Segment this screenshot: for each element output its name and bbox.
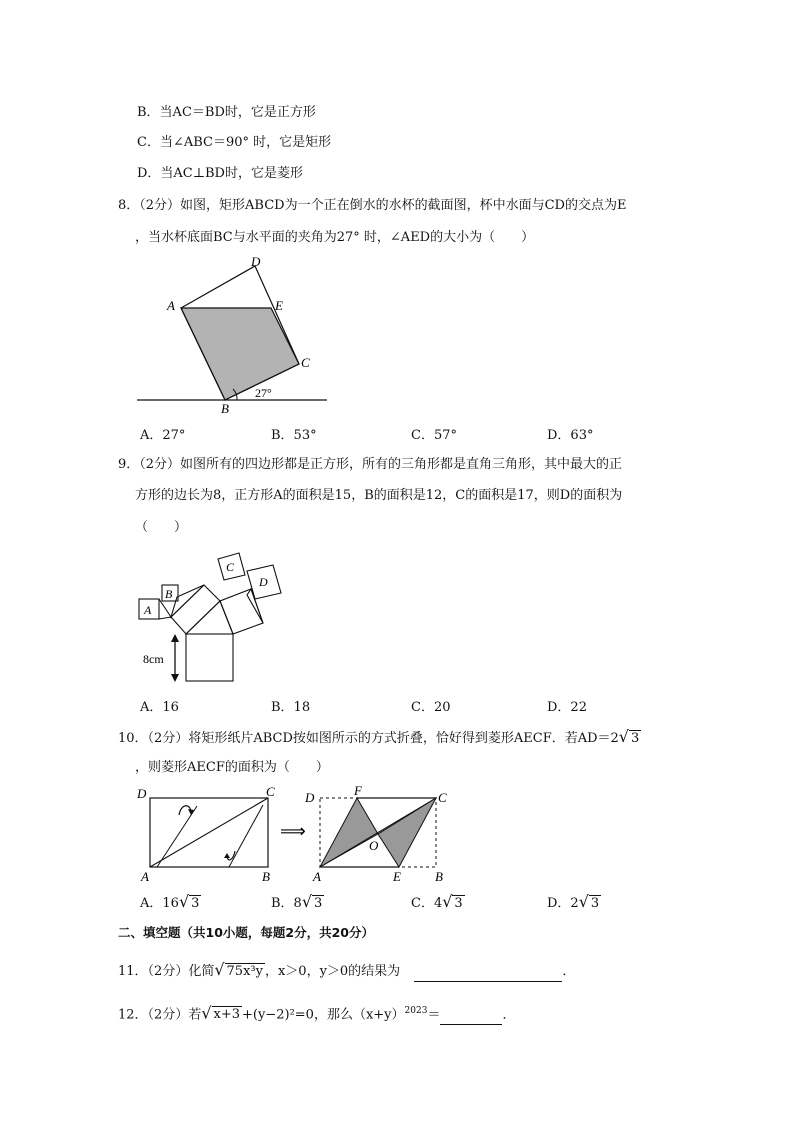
q10-left-diagonal (150, 798, 268, 867)
q10-right-label-a: A (313, 869, 321, 884)
q10-right-label-d: D (305, 790, 315, 805)
q8-stem-line1: 8．（2分）如图，矩形ABCD为一个正在倒水的水杯的截面图，杯中水面与CD的交点为E (118, 198, 627, 213)
q10-right-shaded-triangle-left (320, 798, 378, 867)
q10-left-label-c: C (266, 785, 275, 799)
q10-right-shaded-triangle-right (378, 798, 436, 867)
q10-right-label-e: E (393, 869, 401, 884)
q10-option-d: D．2√ 3 (547, 892, 600, 911)
q10-left-label-a: A (141, 869, 149, 884)
q7-option-d: D．当AC⊥BD时，它是菱形 (137, 166, 303, 181)
q12-answer-blank[interactable] (440, 1010, 502, 1025)
q8-option-a: A．27° (140, 428, 186, 443)
q9-option-a: A．16 (140, 700, 179, 715)
q9-figure (135, 545, 295, 690)
q11-stem: 11．（2分）化简√ 75x³y ，x＞0，y＞0的结果为 ． (118, 960, 575, 982)
q8-label-b: B (221, 401, 229, 416)
q11-radicand: 75x³y (226, 964, 263, 979)
q8-label-e: E (275, 298, 283, 313)
q9-stem-line2: 方形的边长为8，正方形A的面积是15，B的面积是12，C的面积是17，则D的面积为 (135, 488, 623, 503)
q9-label-c: C (226, 560, 235, 574)
q8-option-b: B．53° (271, 428, 317, 443)
q9-length-label: 8cm (143, 652, 164, 666)
q9-label-b: B (165, 587, 173, 601)
q8-label-d: D (251, 254, 261, 269)
q7-option-b: B．当AC＝BD时，它是正方形 (137, 105, 316, 120)
q10-right-label-o: O (369, 838, 379, 853)
q10-stem-radicand: 3 (631, 731, 640, 746)
q9-option-b: B．18 (271, 700, 311, 715)
section-2-title: 二、填空题（共10小题，每题2分，共20分） (118, 925, 374, 940)
q9-stem-line1: 9．（2分）如图所有的四边形都是正方形，所有的三角形都是直角三角形，其中最大的正 (118, 457, 623, 472)
q8-label-c: C (301, 355, 310, 370)
q12-radicand: x+3 (213, 1007, 241, 1023)
q8-stem-line2: ，当水杯底面BC与水平面的夹角为27° 时，∠AED的大小为（ ） (135, 230, 535, 245)
q11-answer-blank[interactable] (414, 967, 562, 982)
q9-label-d: D (259, 575, 268, 589)
q9-right-small-triangle (247, 589, 263, 623)
q10-right-label-b: B (435, 869, 443, 884)
q10-left-label-d: D (137, 786, 147, 801)
q10-option-a: A．16√ 3 (140, 892, 200, 911)
q9-label-a: A (144, 603, 152, 617)
q10-stem-text: 10．（2分）将矩形纸片ABCD按如图所示的方式折叠，恰好得到菱形AECF．若AD＝2 (118, 731, 619, 746)
q9-big-square (186, 634, 233, 681)
q9-option-c: C．20 (411, 700, 451, 715)
q10-stem-line2: ，则菱形AECF的面积为（ ） (135, 760, 329, 775)
q8-water-region (181, 308, 299, 400)
q8-figure (135, 252, 330, 417)
q9-stem-line3: （ ） (135, 520, 188, 535)
q10-stem-line1: 10．（2分）将矩形纸片ABCD按如图所示的方式折叠，恰好得到菱形AECF．若AD＝2√ 3 (118, 727, 640, 746)
q8-angle-label: 27° (255, 386, 272, 400)
q10-figure (135, 785, 455, 885)
q10-option-c: C．4√ 3 (411, 892, 463, 911)
q10-option-b: B．8√ 3 (271, 892, 323, 911)
q10-transform-arrow: ⟹ (280, 821, 306, 841)
q8-label-a: A (167, 298, 175, 313)
q7-option-c: C．当∠ABC＝90° 时，它是矩形 (137, 135, 332, 150)
q10-right-label-c: C (438, 790, 447, 805)
q8-option-c: C．57° (411, 428, 457, 443)
q10-left-label-b: B (262, 869, 270, 884)
q12-stem: 12．（2分）若√ x+3 +(y−2)²=0，那么$(x+y)^{2023}=$ ． (118, 1001, 515, 1025)
q8-option-d: D．63° (547, 428, 594, 443)
q10-right-label-f: F (354, 785, 362, 798)
q12-exponent: 2023 (404, 1006, 428, 1016)
q9-option-d: D．22 (547, 700, 587, 715)
